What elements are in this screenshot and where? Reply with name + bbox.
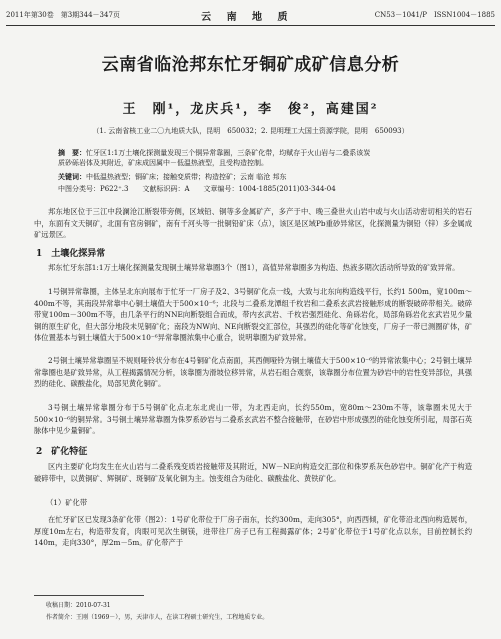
subsection-heading: （1）矿化带 [46, 498, 88, 507]
author-affiliation: （1. 云南省核工业二〇九地质大队，昆明 650032；2. 昆明理工大国土资源学院，昆明 650093） [92, 127, 409, 135]
text-line: 系灰色砂岩中。铜矿化产于构造破碎带中，以黄铜矿、辉铜矿、斑铜矿及氧化铜为主。蚀变组合为硅化、 [34, 462, 473, 483]
keywords-text: 中低温热液型；铜矿床；接触变质带；构造控矿；云南 临沧 邦东 [86, 173, 287, 181]
abstract-line-2: 质砂砾岩体及其附近，矿床成因属中－低温热液型，且受构造控制。 [58, 159, 268, 167]
section-2-heading: 2 矿化特征 [36, 447, 88, 457]
footnote-rule [34, 595, 144, 596]
text-line: 常，从岩石组合观察，该靠圈分布位置为砂岩中的岩性变异部位，具强烈的硅化、碳酸盐化，局部见黄化 [34, 367, 472, 388]
header-issn: CN53－1041/P ISSN1004－1885 [374, 11, 495, 19]
footnote-author: 作者简介：王刚（1969－），男，天津市人，在读工程硕士研究生，工程地质专业。 [46, 614, 269, 621]
section-1-paragraph-2 [34, 286, 472, 344]
header-rule [6, 25, 495, 26]
keywords-line [58, 171, 453, 183]
text-line: 不等，该靠圈未见大于500×10⁻⁶的铜异常。3号铜土壤异常靠圈为侏罗系砂岩与二叠系玄武岩不整合接 [34, 403, 472, 424]
section-2-paragraph-2 [34, 514, 472, 549]
intro-line: 邦东地区位于三江中段澜沧江断裂带旁侧，区域铅、铜等多金属矿产，多产于中、晚三叠世火山岩 [48, 207, 368, 216]
text-line: 3号铜土壤异常靠圈分布于5号铜矿化点北东北虎山一带，为北西走向，长约550m，宽80m～230m [48, 403, 394, 412]
header-issue: 2011年第30卷 第3期344－347页 [6, 11, 120, 19]
text-line: 碳酸盐化、黄铁矿化。 [267, 473, 341, 483]
text-line: 在忙牙矿区已发现3条矿化带（图2）：1号矿化带位于厂房子南东，长约300m，走向305°，向西西 [48, 515, 370, 524]
text-line: 1号铜异常靠圈，主体呈北东向展布于忙牙一厂房子及2、3号铜矿化点一线，大致与北东向构造线 [48, 287, 365, 296]
running-header [6, 8, 495, 22]
text-line: 铜矿。 [143, 379, 166, 388]
abstract-text-1: 忙牙区1:1万土壤化探测量发现三个铜异常靠圈，三条矿化带，均赋存于火山岩与二叠系该炭 [86, 149, 371, 157]
text-line: 邦东忙牙东部1:1万土壤化探测量发现铜土壤异常靠圈3个（图1），高值异常靠圈多为构造、热液 [48, 263, 358, 272]
text-line: 已测圈矿体，矿体位置基本与铜土壤值大于500×10⁻⁶异常靠圈浓集中心重合，说明靠圈为矿致异常。 [34, 321, 473, 342]
text-line: 区内主要矿化均发生在火山岩与二叠系残变质岩接触带及其附近，NW－NE向构造交汇部位和侏罗 [48, 462, 369, 471]
text-line: 但大部分地段未见铜矿化；南段为NW向、NE向断裂交汇部位，其强烈的硅化等矿化蚀变，厂房子一带 [85, 321, 421, 331]
text-line: 向断裂组合而成，带内玄武岩、千枚岩强烈硅化、角砾岩化，局部角砾岩化玄武岩见少量铜的原生矿化， [34, 310, 472, 331]
text-line: 多期次活动所导致的矿致异常。 [357, 263, 460, 272]
section-2-paragraph-1 [34, 461, 472, 484]
article-title: 云南省临沧邦东忙牙铜矿成矿信息分析 [101, 55, 400, 75]
text-line: 10⁻⁶的异常浓集中心；2号铜土壤异常靠圈也是矿致异常，从工程揭露情况分析，该靠圈为滑坡位移异 [34, 356, 472, 377]
text-line: 平行，长约1 500m，宽100m～400m不等，其南段异常靠中心铜土壤值大于500×10⁻⁶；北段与二叠系龙 [34, 287, 472, 308]
text-line: 触带，在砂岩中形成强烈的硅化蚀变所引起，局部石英脉体中见少量铜矿。 [34, 414, 473, 435]
intro-line: 中或与火山活动密切相关的岩石中，东面有文天铜矿，北面有官房铜矿，南有千河头等一批铜铅矿床 [34, 207, 472, 228]
section-1-paragraph-1 [34, 262, 472, 274]
section-1-paragraph-4 [34, 402, 472, 437]
classification-line: 中图分类号：P622⁺.3 文献标识码：A 文章编号：1004-1885(2011)03-344-04 [58, 185, 336, 193]
intro-paragraph [34, 206, 472, 241]
text-line: 程揭露矿体；2号矿化带位于1号矿化点以东，目前控制长约140m，走向330°，厚2m－5m。矿化带产于 [34, 526, 472, 547]
header-journal-name: 云 南 地 质 [201, 11, 294, 23]
text-line: 2号铜土壤异常靠圈呈不规则哑铃状分布在4号铜矿化点南面，其西侧哑铃为铜土壤值大于500× [48, 356, 356, 365]
section-1-paragraph-3 [34, 355, 472, 390]
text-line: 潭组千枚岩和二叠系玄武岩接触形成的断裂破碎带相关。破碎带宽100m－300m不等，由几条平行的NNE [34, 298, 473, 319]
text-line: 倾，矿化带沿北西向构造展布，厚度10m左右，构造带发育，肉眼可见次生铜镁，进带往厂房子已有工 [34, 515, 472, 536]
intro-line: （点），该区是区域Pb重砂异常区，化探测量为铜铅（锌）多金属成矿远景区。 [34, 218, 473, 239]
abstract-label: 摘 要： [58, 148, 86, 157]
keywords-label: 关键词： [58, 172, 86, 181]
article-authors: 王 刚¹，龙庆兵¹，李 俊²，高建国² [122, 102, 379, 117]
section-1-heading: 1 土壤化探异常 [36, 249, 106, 259]
footnote-received: 收稿日期：2010-07-31 [46, 602, 111, 609]
